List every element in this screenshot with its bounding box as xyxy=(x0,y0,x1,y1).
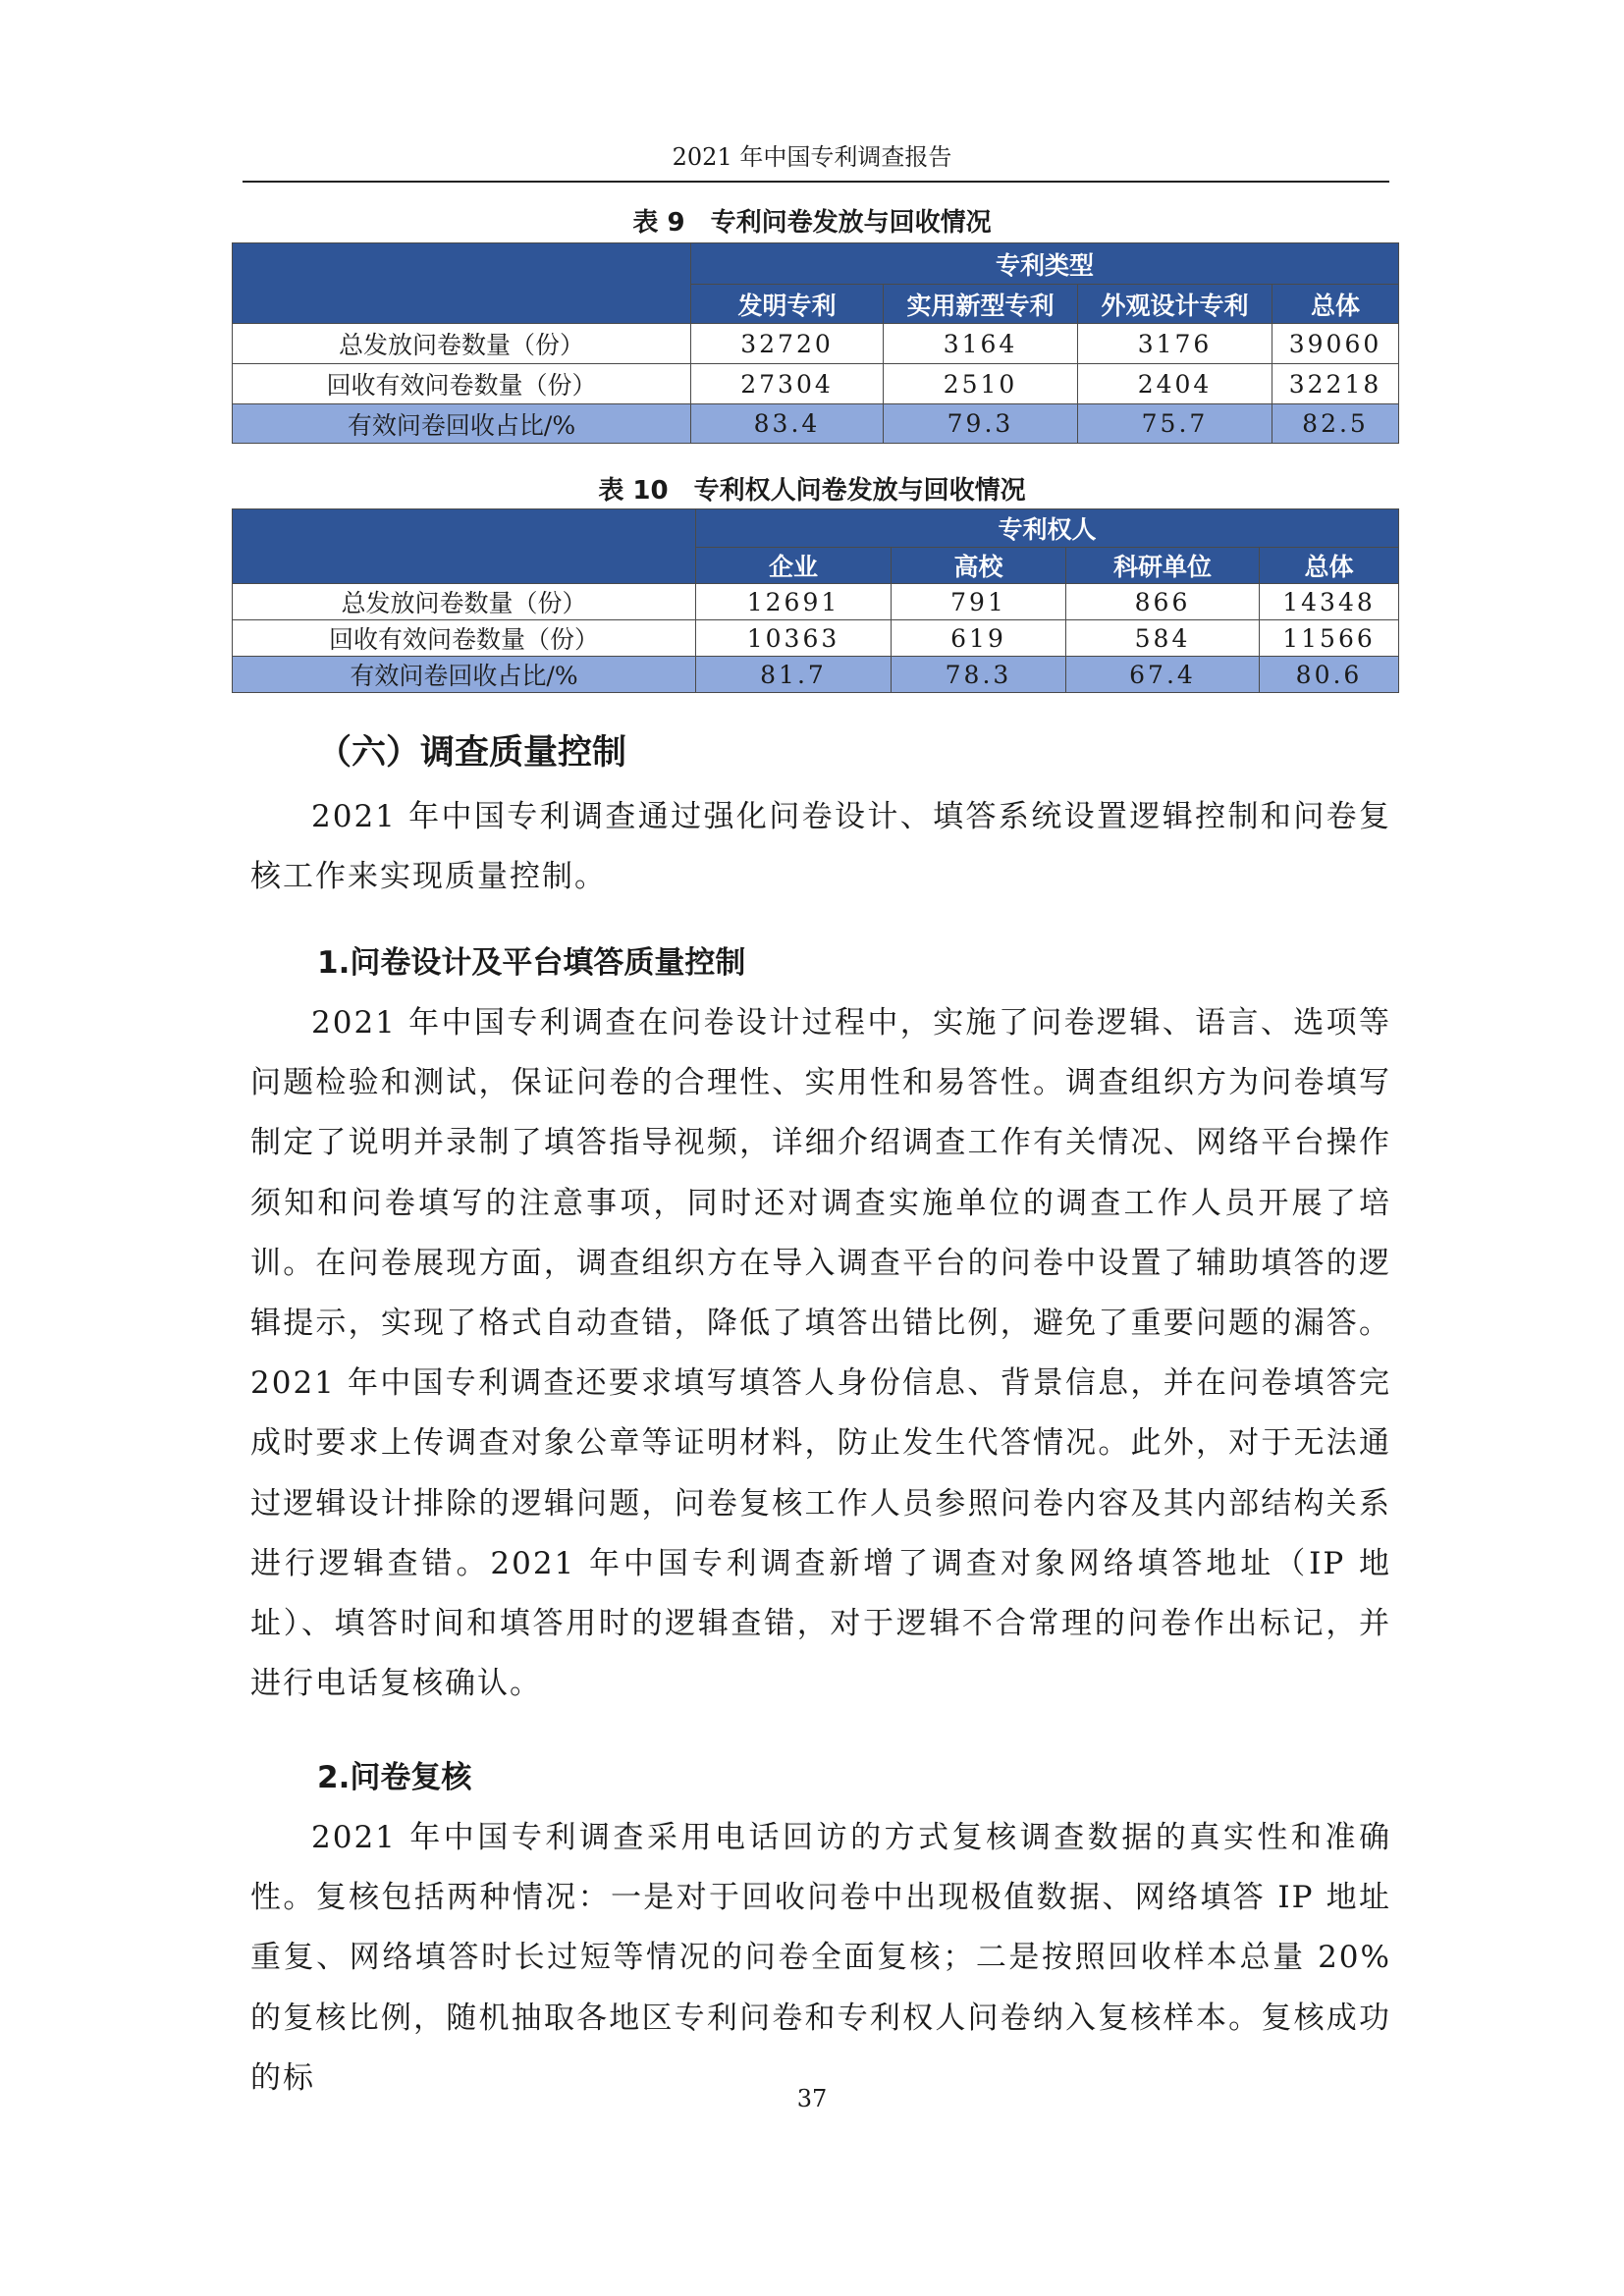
table10-col-header: 企业 xyxy=(696,548,892,584)
table9-group-header: 专利类型 xyxy=(691,243,1399,285)
subsection-1-heading: 1.问卷设计及平台填答质量控制 xyxy=(317,945,746,981)
running-header: 2021 年中国专利调查报告 xyxy=(672,143,952,171)
table10-caption: 表 10 专利权人问卷发放与回收情况 xyxy=(598,476,1026,506)
table10-col-header: 高校 xyxy=(892,548,1066,584)
table10-col-header: 科研单位 xyxy=(1066,548,1260,584)
table-cell: 11566 xyxy=(1260,620,1399,657)
table-row xyxy=(233,620,1399,657)
header-rule xyxy=(243,181,1389,183)
page-number: 37 xyxy=(796,2085,828,2112)
table-row xyxy=(233,509,1399,548)
table-row xyxy=(233,404,1399,444)
subsection-2-paragraph: 2021 年中国专利调查采用电话回访的方式复核调查数据的真实性和准确性。复核包括两种情况：一是对于回收问卷中出现极值数据、网络填答 IP 地址重复、网络填答时长过短等情况的问卷全面复核；二是按照回收样本总量 20%的复核比例，随机抽取各地区专利问卷和专利权人问卷纳入复核样本。复核成功的标 xyxy=(250,1820,1391,2096)
table-cell: 12691 xyxy=(696,584,892,620)
table-cell: 78.3 xyxy=(892,657,1066,693)
table-cell: 3176 xyxy=(1078,324,1272,364)
table10-col-header: 总体 xyxy=(1260,548,1399,584)
table-cell: 75.7 xyxy=(1078,404,1272,444)
intro-paragraph: 2021 年中国专利调查通过强化问卷设计、填答系统设置逻辑控制和问卷复核工作来实现质量控制。 xyxy=(250,799,1391,895)
table-cell: 32218 xyxy=(1272,364,1399,404)
table10-group-header: 专利权人 xyxy=(696,509,1399,548)
table-cell: 10363 xyxy=(696,620,892,657)
row-label: 回收有效问卷数量（份） xyxy=(233,620,696,657)
table-cell: 3164 xyxy=(884,324,1078,364)
table-row xyxy=(233,243,1399,285)
subsection-1-paragraph: 2021 年中国专利调查在问卷设计过程中，实施了问卷逻辑、语言、选项等问题检验和测试，保证问卷的合理性、实用性和易答性。调查组织方为问卷填写制定了说明并录制了填答指导视频，详细介绍调查工作有关情况、网络平台操作须知和问卷填写的注意事项，同时还对调查实施单位的调查工作人员开展了培训。在问卷展现方面，调查组织方在导入调查平台的问卷中设置了辅助填答的逻辑提示，实现了格式自动查错，降低了填答出错比例，避免了重要问题的漏答。2021 年中国专利调查还要求填写填答人身份信息、背景信息，并在问卷填答完成时要求上传调查对象公章等证明材料，防止发生代答情况。此外，对于无法通过逻辑设计排除的逻辑问题，问卷复核工作人员参照问卷内容及其内部结构关系进行逻辑查错。2021 年中国专利调查新增了调查对象网络填答地址（IP 地址）、填答时间和填答用时的逻辑查错，对于逻辑不合常理的问卷作出标记，并进行电话复核确认。 xyxy=(250,1005,1391,1702)
table-row xyxy=(233,657,1399,693)
table10-corner-cell xyxy=(233,509,696,584)
table-cell: 27304 xyxy=(691,364,884,404)
table-cell: 67.4 xyxy=(1066,657,1260,693)
table9-col-header: 外观设计专利 xyxy=(1078,285,1272,324)
table-cell: 584 xyxy=(1066,620,1260,657)
row-label: 有效问卷回收占比/% xyxy=(233,404,691,444)
table-cell: 2404 xyxy=(1078,364,1272,404)
table-cell: 619 xyxy=(892,620,1066,657)
table-row xyxy=(233,584,1399,620)
table-cell: 39060 xyxy=(1272,324,1399,364)
table-cell: 83.4 xyxy=(691,404,884,444)
table-cell: 79.3 xyxy=(884,404,1078,444)
table-row xyxy=(233,364,1399,404)
subsection-2-heading: 2.问卷复核 xyxy=(317,1760,472,1795)
section-heading: （六）调查质量控制 xyxy=(317,733,627,773)
table9-col-header: 实用新型专利 xyxy=(884,285,1078,324)
table10 xyxy=(232,508,1399,693)
table-cell: 14348 xyxy=(1260,584,1399,620)
table-cell: 2510 xyxy=(884,364,1078,404)
table-cell: 866 xyxy=(1066,584,1260,620)
table9-col-header: 总体 xyxy=(1272,285,1399,324)
row-label: 总发放问卷数量（份） xyxy=(233,324,691,364)
row-label: 回收有效问卷数量（份） xyxy=(233,364,691,404)
table-cell: 791 xyxy=(892,584,1066,620)
table9-caption: 表 9 专利问卷发放与回收情况 xyxy=(632,208,992,238)
table-cell: 32720 xyxy=(691,324,884,364)
table9 xyxy=(232,242,1399,444)
table-row xyxy=(233,324,1399,364)
row-label: 有效问卷回收占比/% xyxy=(233,657,696,693)
table9-col-header: 发明专利 xyxy=(691,285,884,324)
table9-corner-cell xyxy=(233,243,691,324)
row-label: 总发放问卷数量（份） xyxy=(233,584,696,620)
table-cell: 81.7 xyxy=(696,657,892,693)
table-cell: 80.6 xyxy=(1260,657,1399,693)
table-cell: 82.5 xyxy=(1272,404,1399,444)
